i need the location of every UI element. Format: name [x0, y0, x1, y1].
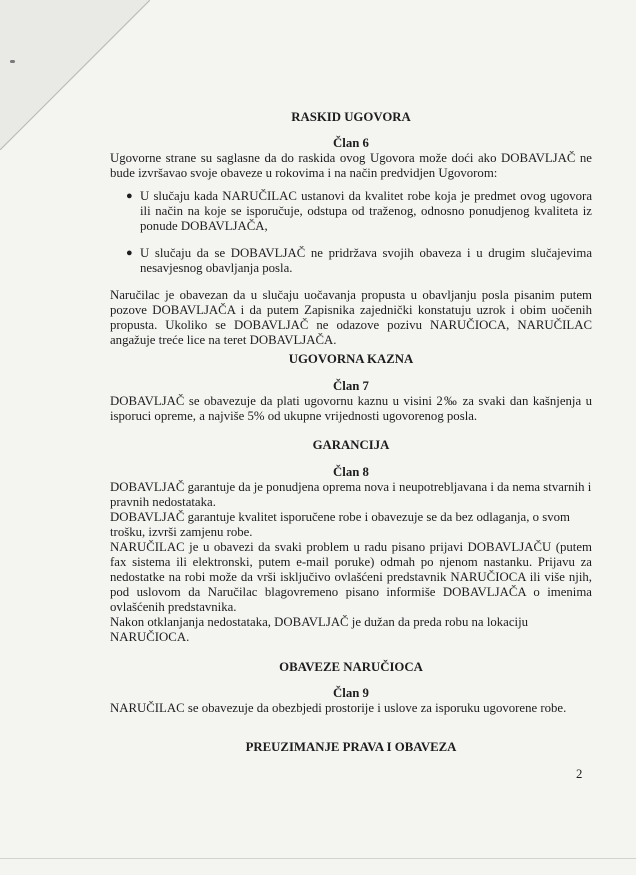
raskid-closing-paragraph: Naručilac je obavezan da u slučaju uočavanja propusta u obavljanju posla pisanim putem pozove DOBAVLJAČA i da putem Zapisnika zajednički konstatuju uzrok i obim uočenih propusta. Ukoliko se DOBAVLJAČ ne odazove pozivu NARUČIOCA, NARUČILAC angažuje treće lice na teret DOBAVLJAČA.	[110, 288, 592, 347]
list-item	[110, 189, 592, 234]
bullet-icon: ●	[126, 190, 133, 202]
section-title-kazna: UGOVORNA KAZNA	[288, 352, 414, 366]
section-title-raskid: RASKID UGOVORA	[291, 110, 411, 124]
clan-6-heading: Član 6	[333, 136, 369, 150]
page-number: 2	[576, 767, 583, 781]
garancija-paragraph-3: NARUČILAC je u obavezi da svaki problem u radu pisano prijavi DOBAVLJAČU (putem fax sistema ili elektronski, putem e-mail poruke) odmah po njenom nastanku. Prijavu za nedostatke na robi može da vrši isključivo ovlašćeni predstavnik NARUČIOCA ili više njih, pod uslovom da Naručilac blagovremeno pisano informiše DOBAVLJAČA o imenima ovlašćenih predstavnika.	[110, 540, 592, 614]
bullet-text: U slučaju da se DOBAVLJAČ ne pridržava svojih obaveza i u drugim slučajevima nesavjesnog obavljanja posla.	[140, 246, 592, 275]
garancija-paragraph-2: DOBAVLJAČ garantuje kvalitet isporučene robe i obavezuje se da bez odlaganja, o svom trošku, izvrši zamjenu robe.	[110, 510, 570, 539]
kazna-paragraph: DOBAVLJAČ se obavezuje da plati ugovornu kaznu u visini 2‰ za svaki dan kašnjenja u isporuci opreme, a najviše 5% od ukupne vrijednosti ugovorenog posla.	[110, 394, 592, 423]
section-title-preuzimanje: PREUZIMANJE PRAVA I OBAVEZA	[245, 740, 457, 754]
bottom-edge-line	[0, 858, 636, 859]
clan-9-heading: Član 9	[333, 686, 369, 700]
list-item	[110, 246, 592, 276]
document-page	[110, 110, 592, 755]
scan-speck	[10, 60, 15, 63]
clan-7-heading: Član 7	[333, 379, 369, 393]
garancija-paragraph-1: DOBAVLJAČ garantuje da je ponudjena oprema nova i neupotrebljavana i da nema stvarnih i pravnih nedostataka.	[110, 480, 592, 509]
raskid-intro-paragraph: Ugovorne strane su saglasne da do raskida ovog Ugovora može doći ako DOBAVLJAČ ne bude izvršavao svoje obaveze u rokovima i na način predvidjen Ugovorom:	[110, 151, 592, 180]
clan-8-heading: Član 8	[333, 465, 369, 479]
garancija-paragraph-4: Nakon otklanjanja nedostataka, DOBAVLJAČ je dužan da preda robu na lokaciju NARUČIOCA.	[110, 615, 529, 644]
obaveze-paragraph: NARUČILAC se obavezuje da obezbjedi prostorije i uslove za isporuku ugovorene robe.	[110, 701, 567, 715]
raskid-bullet-list	[110, 189, 592, 276]
bullet-icon: ●	[126, 247, 133, 259]
section-title-obaveze: OBAVEZE NARUČIOCA	[279, 660, 423, 674]
bullet-text: U slučaju kada NARUČILAC ustanovi da kvalitet robe koja je predmet ovog ugovora ili način na koje se isporučuje, odstupa od traženog, odnosno ponudjenog kvaliteta iz ponude DOBAVLJAČA,	[140, 189, 592, 233]
section-title-garancija: GARANCIJA	[312, 438, 390, 452]
